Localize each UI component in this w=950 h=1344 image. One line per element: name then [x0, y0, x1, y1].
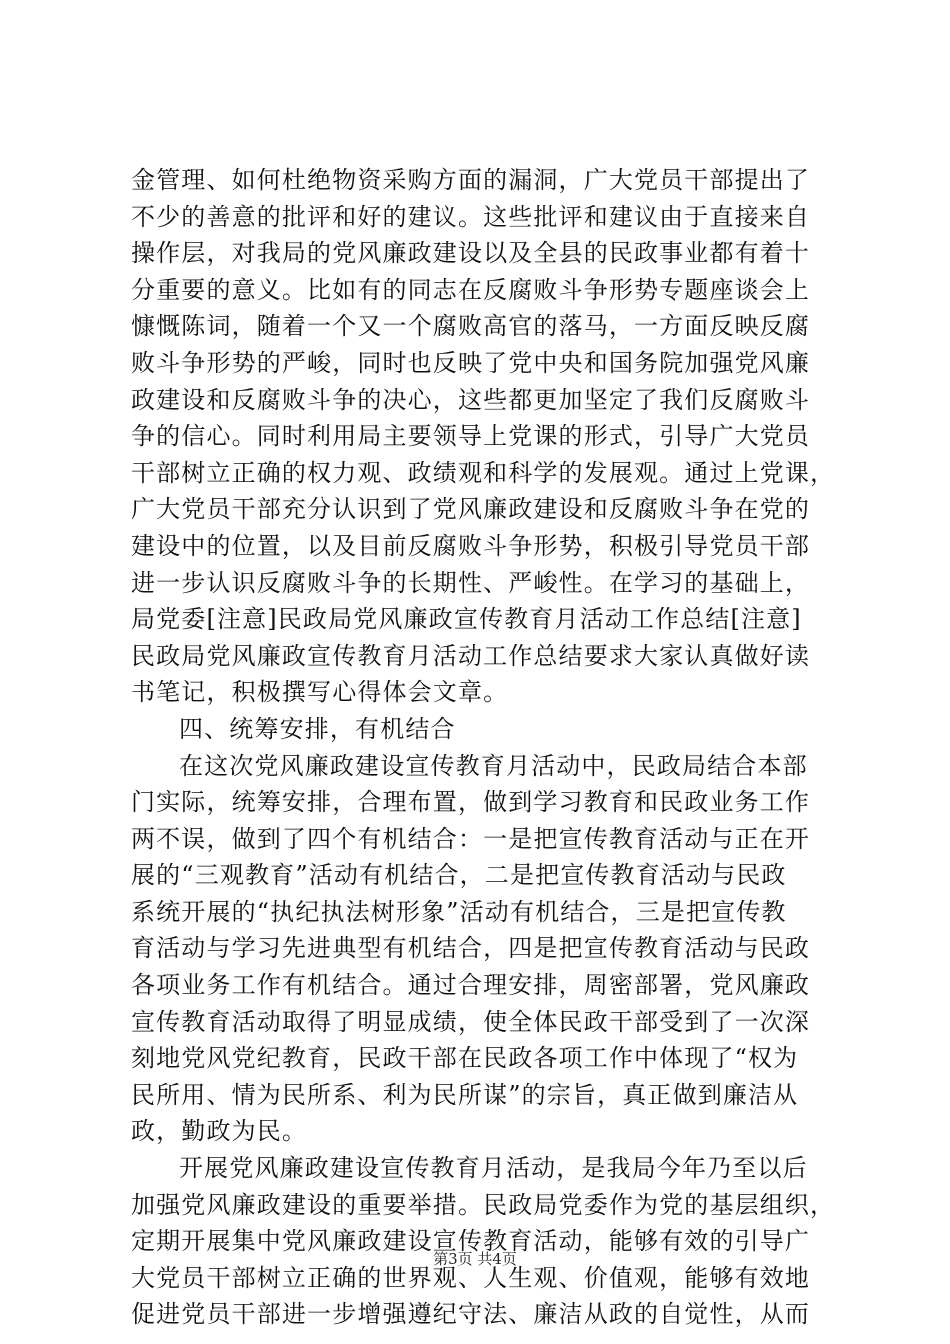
body-line: 展的“三观教育”活动有机结合，二是把宣传教育活动与民政	[131, 861, 787, 890]
body-line: 促进党员干部进一步增强遵纪守法、廉洁从政的自觉性，从而	[131, 1300, 811, 1329]
body-line: 建设中的位置，以及目前反腐败斗争形势，积极引导党员干部	[131, 531, 811, 560]
page-number-footer: 第3页 共4页	[433, 1250, 517, 1268]
body-line: 慷慨陈词，随着一个又一个腐败高官的落马，一方面反映反腐	[131, 312, 811, 341]
body-line: 育活动与学习先进典型有机结合，四是把宣传教育活动与民政	[131, 934, 811, 963]
body-line: 各项业务工作有机结合。通过合理安排，周密部署，党风廉政	[131, 971, 811, 1000]
body-line: 进一步认识反腐败斗争的长期性、严峻性。在学习的基础上，	[131, 568, 811, 597]
paragraph-first-line: 开展党风廉政建设宣传教育月活动，是我局今年乃至以后	[179, 1154, 808, 1183]
body-line: 不少的善意的批评和好的建议。这些批评和建议由于直接来自	[131, 202, 811, 231]
body-line: 广大党员干部充分认识到了党风廉政建设和反腐败斗争在党的	[131, 495, 811, 524]
body-line: 民政局党风廉政宣传教育月活动工作总结要求大家认真做好读	[131, 641, 811, 670]
body-line: 政，勤政为民。	[131, 1117, 308, 1146]
body-line: 宣传教育活动取得了明显成绩，使全体民政干部受到了一次深	[131, 1007, 811, 1036]
body-line: 书笔记，积极撰写心得体会文章。	[131, 678, 509, 707]
body-line: 争的信心。同时利用局主要领导上党课的形式，引导广大党员	[131, 422, 811, 451]
body-line: 民所用、情为民所系、利为民所谋”的宗旨，真正做到廉洁从	[131, 1080, 799, 1109]
body-line: 刻地党风党纪教育，民政干部在民政各项工作中体现了“权为	[131, 1044, 799, 1073]
document-body	[131, 162, 836, 1333]
body-line: 两不误，做到了四个有机结合：一是把宣传教育活动与正在开	[131, 824, 811, 853]
body-line: 操作层，对我局的党风廉政建设以及全县的民政事业都有着十	[131, 239, 811, 268]
body-line: 局党委[注意]民政局党风廉政宣传教育月活动工作总结[注意]	[131, 605, 802, 634]
body-line: 系统开展的“执纪执法树形象”活动有机结合，三是把宣传教	[131, 897, 787, 926]
paragraph-first-line: 在这次党风廉政建设宣传教育月活动中，民政局结合本部	[179, 751, 808, 780]
body-line: 分重要的意义。比如有的同志在反腐败斗争形势专题座谈会上	[131, 275, 811, 304]
body-line: 加强党风廉政建设的重要举措。民政局党委作为党的基层组织，	[131, 1190, 836, 1219]
section-heading: 四、统筹安排，有机结合	[179, 714, 456, 743]
body-line: 定期开展集中党风廉政建设宣传教育活动，能够有效的引导广	[131, 1227, 811, 1256]
body-line: 干部树立正确的权力观、政绩观和科学的发展观。通过上党课，	[131, 458, 836, 487]
body-line: 金管理、如何杜绝物资采购方面的漏洞，广大党员干部提出了	[131, 166, 811, 194]
body-line: 大党员干部树立正确的世界观、人生观、价值观，能够有效地	[131, 1263, 811, 1292]
body-line: 政建设和反腐败斗争的决心，这些都更加坚定了我们反腐败斗	[131, 385, 811, 414]
body-line: 败斗争形势的严峻，同时也反映了党中央和国务院加强党风廉	[131, 348, 811, 377]
body-line: 门实际，统筹安排，合理布置，做到学习教育和民政业务工作	[131, 788, 811, 817]
